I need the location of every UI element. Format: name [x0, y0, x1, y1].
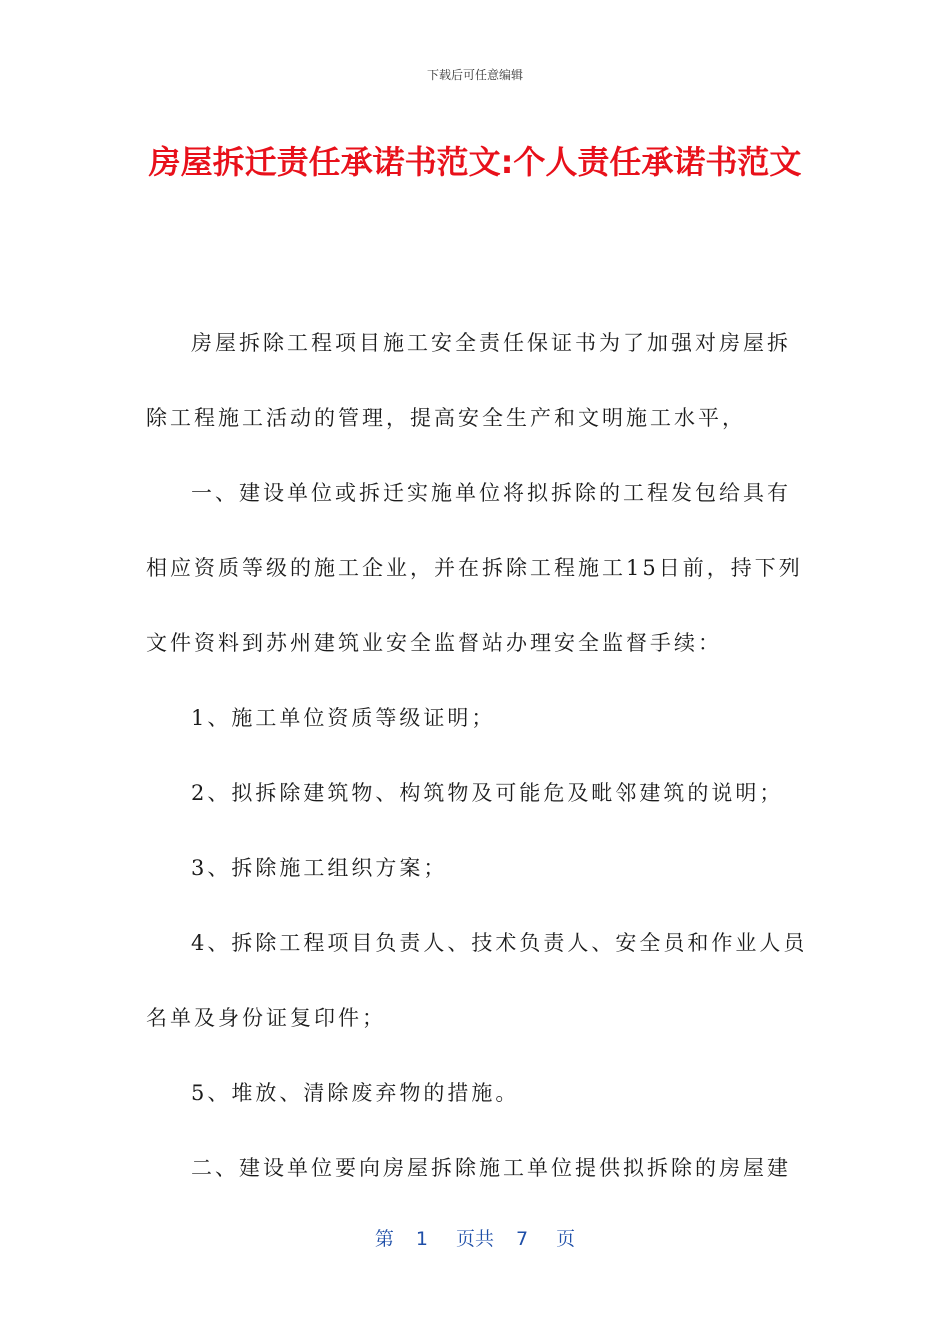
- list-item: 3、拆除施工组织方案；: [191, 856, 448, 880]
- document-title: 房屋拆迁责任承诺书范文:个人责任承诺书范文: [148, 143, 802, 181]
- footer-suffix: 页: [556, 1228, 576, 1250]
- list-item: 4、拆除工程项目负责人、技术负责人、安全员和作业人员: [191, 931, 808, 955]
- current-page-number: 1: [415, 1228, 428, 1250]
- footer-middle: 页共: [455, 1228, 494, 1250]
- list-item: 2、拟拆除建筑物、构筑物及可能危及毗邻建筑的说明；: [191, 781, 784, 805]
- list-item: 5、堆放、清除废弃物的措施。: [191, 1081, 520, 1105]
- footer-prefix: 第: [374, 1228, 394, 1250]
- page-footer: [0, 1224, 950, 1251]
- paragraph-line: 房屋拆除工程项目施工安全责任保证书为了加强对房屋拆: [191, 331, 791, 355]
- list-item: 1、施工单位资质等级证明；: [191, 706, 496, 730]
- total-page-number: 7: [516, 1228, 529, 1250]
- paragraph-line: 文件资料到苏州建筑业安全监督站办理安全监督手续：: [146, 631, 722, 655]
- document-body: [146, 318, 806, 1218]
- paragraph-line: 相应资质等级的施工企业，并在拆除工程施工15日前，持下列: [146, 556, 803, 580]
- paragraph-line: 除工程施工活动的管理，提高安全生产和文明施工水平，: [146, 406, 746, 430]
- list-item-continued: 名单及身份证复印件；: [146, 1006, 386, 1030]
- paragraph-line: 二、建设单位要向房屋拆除施工单位提供拟拆除的房屋建: [191, 1156, 791, 1180]
- header-note: 下载后可任意编辑: [426, 68, 523, 82]
- paragraph-line: 一、建设单位或拆迁实施单位将拟拆除的工程发包给具有: [191, 481, 791, 505]
